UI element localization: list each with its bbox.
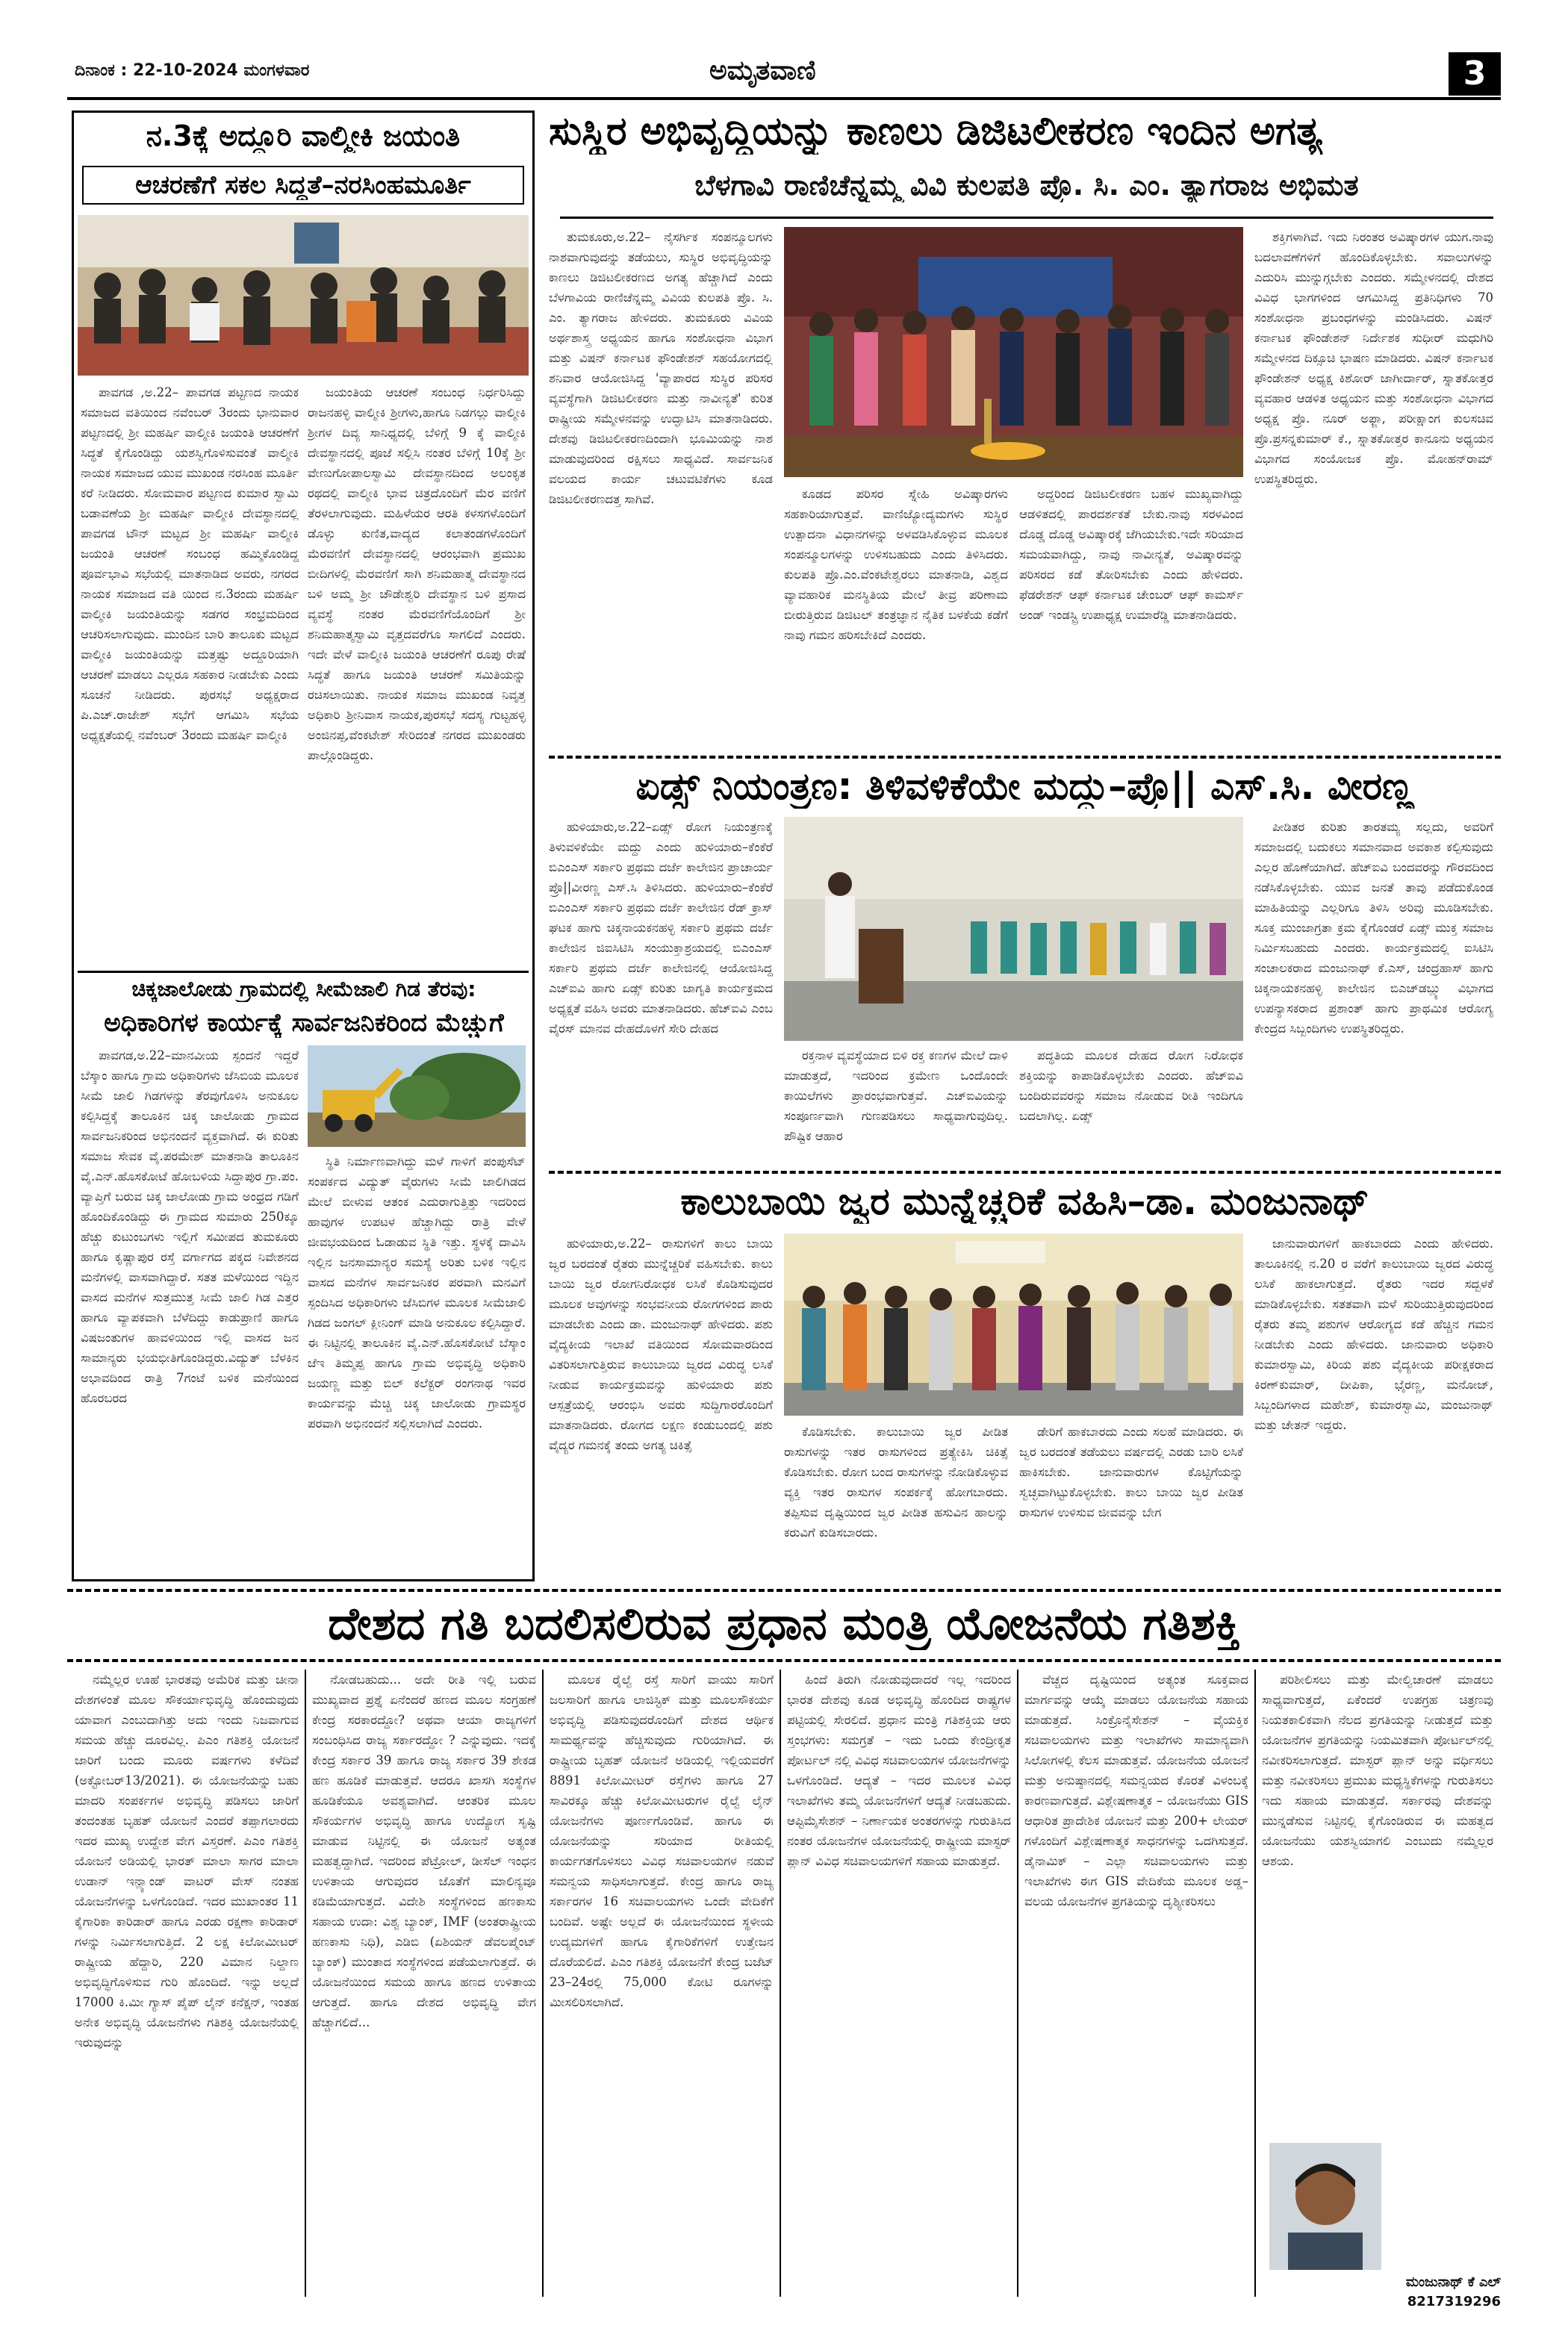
- fever-text-2: ಕೊಡಿಸಬೇಕು. ಕಾಲುಬಾಯಿ ಜ್ವರ ಪೀಡಿತ ರಾಸುಗಳನ್ನು ಇತರ ರಾಸುಗಳಿಂದ ಪ್ರತ್ಯೇಕಿಸಿ ಚಿಕಿತ್ಸೆ ಕೊಡಿಸಬೇಕು. ರೋಗ ಬಂದ ರಾಸುಗಳನ್ನು ನೋಡಿಕೊಳ್ಳುವ ವ್ಯಕ್ತಿ ಇತರ ರಾಸುಗಳ ಸಂಪರ್ಕಕ್ಕೆ ಹೋಗಬಾರದು. ತಪ್ಪಿಸುವ ದೃಷ್ಟಿಯಿಂದ ಜ್ವರ ಪೀಡಿತ ಹಸುವಿನ ಹಾಲನ್ನು ಕರುವಿಗೆ ಕುಡಿಸಬಾರದು.: [784, 1425, 1008, 1540]
- fever-column-1: [549, 1233, 773, 1577]
- gatishakti-column-4: [787, 1670, 1011, 2297]
- gatishakti-headline-rule: [67, 1659, 1501, 1662]
- gatishakti-text-5: ವೆಚ್ಚದ ದೃಷ್ಟಿಯಿಂದ ಅತ್ಯಂತ ಸೂಕ್ತವಾದ ಮಾರ್ಗವನ್ನು ಆಯ್ಕೆ ಮಾಡಲು ಯೋಜನೆಯ ಸಹಾಯ ಮಾಡುತ್ತದೆ. ಸಿಂಕ್ರೊನೈಸೇಶನ್ – ವೈಯಕ್ತಿಕ ಸಚಿವಾಲಯಗಳು ಮತ್ತು ಇಲಾಖೆಗಳು ಸಾಮಾನ್ಯವಾಗಿ ಸಿಲೋಗಳಲ್ಲಿ ಕೆಲಸ ಮಾಡುತ್ತವೆ. ಯೋಜನೆಯ ಯೋಜನೆ ಮತ್ತು ಅನುಷ್ಠಾನದಲ್ಲಿ ಸಮನ್ವಯದ ಕೊರತೆ ವಿಳಂಬಕ್ಕೆ ಕಾರಣವಾಗುತ್ತದೆ. ವಿಶ್ಲೇಷಣಾತ್ಮಕ – ಯೋಜನೆಯು GIS ಆಧಾರಿತ ಪ್ರಾದೇಶಿಕ ಯೋಜನೆ ಮತ್ತು 200+ ಲೇಯರ್ ಗಳೊಂದಿಗೆ ವಿಶ್ಲೇಷಣಾತ್ಮಕ ಸಾಧನಗಳನ್ನು ಒದಗಿಸುತ್ತದೆ. ಡೈನಾಮಿಕ್ – ಎಲ್ಲಾ ಸಚಿವಾಲಯಗಳು ಮತ್ತು ಇಲಾಖೆಗಳು ಈಗ GIS ವೇದಿಕೆಯ ಮೂಲಕ ಅಡ್ಡ–ವಲಯ ಯೋಜನೆಗಳ ಪ್ರಗತಿಯನ್ನು ದೃಶ್ಯೀಕರಿಸಲು: [1024, 1673, 1248, 1908]
- digital-text-4: ಶಕ್ತಿಗಳಾಗಿವೆ. ಇದು ನಿರಂತರ ಅವಿಷ್ಕಾರಗಳ ಯುಗ.ನಾವು ಬದಲಾವಣೆಗಳಿಗೆ ಹೊಂದಿಕೊಳ್ಳಬೇಕು. ಸವಾಲುಗಳನ್ನು ಎದುರಿಸಿ ಮುನ್ನುಗ್ಗಬೇಕು ಎಂದರು. ಸಮ್ಮೇಳನದಲ್ಲಿ ದೇಶದ ವಿವಿಧ ಭಾಗಗಳಿಂದ ಆಗಮಿಸಿದ್ದ ಪ್ರತಿನಿಧಿಗಳು 70 ಸಂಶೋಧನಾ ಪ್ರಬಂಧಗಳನ್ನು ಮಂಡಿಸಿದರು. ವಿಷನ್ ಕರ್ನಾಟಕ ಫೌಂಡೇಶನ್ ನಿರ್ದೇಶಕ ಸುಧೀರ್ ಮಧುಗಿರಿ ಸಮ್ಮೇಳನದ ದಿಕ್ಸೂಚಿ ಭಾಷಣ ಮಾಡಿದರು. ವಿಷನ್ ಕರ್ನಾಟಕ ಫೌಂಡೇಶನ್ ಅಧ್ಯಕ್ಷ ಕಿಶೋರ್ ಜಾಗೀರ್ದಾರ್, ಸ್ನಾತಕೋತ್ತರ ವ್ಯವಹಾರ ಆಡಳಿತ ಅಧ್ಯಯನ ಮತ್ತು ಸಂಶೋಧನಾ ವಿಭಾಗದ ಅಧ್ಯಕ್ಷ ಪ್ರೊ. ನೂರ್ ಅಫ್ಜಾ, ಪರೀಕ್ಷಾಂಗ ಕುಲಸಚಿವ ಪ್ರೊ.ಪ್ರಸನ್ನಕುಮಾರ್ ಕೆ., ಸ್ನಾತಕೋತ್ತರ ಕಾನೂನು ಅಧ್ಯಯನ ವಿಭಾಗದ ಸಂಯೋಜಕ ಪ್ರೊ. ಮೋಹನ್‌ರಾಮ್ ಉಪಸ್ಥಿತರಿದ್ದರು.: [1254, 230, 1493, 486]
- author-phone: 8217319296: [1407, 2294, 1501, 2309]
- gatishakti-text-6: ಪರಿಶೀಲಿಸಲು ಮತ್ತು ಮೇಲ್ವಿಚಾರಣೆ ಮಾಡಲು ಸಾಧ್ಯವಾಗುತ್ತದೆ, ಏಕೆಂದರೆ ಉಪಗ್ರಹ ಚಿತ್ರಣವು ನಿಯತಕಾಲಿಕವಾಗಿ ನೆಲದ ಪ್ರಗತಿಯನ್ನು ನೀಡುತ್ತದೆ ಮತ್ತು ಯೋಜನೆಗಳ ಪ್ರಗತಿಯನ್ನು ನಿಯಮಿತವಾಗಿ ಪೋರ್ಟಲ್‌ನಲ್ಲಿ ನವೀಕರಿಸಲಾಗುತ್ತದೆ. ಮಾಸ್ಟರ್ ಪ್ಲಾನ್ ಅನ್ನು ವರ್ಧಿಸಲು ಮತ್ತು ನವೀಕರಿಸಲು ಪ್ರಮುಖ ಮಧ್ಯಸ್ಥಿಕೆಗಳನ್ನು ಗುರುತಿಸಲು ಇದು ಸಹಾಯ ಮಾಡುತ್ತದೆ. ಸರ್ಕಾರವು ದೇಶವನ್ನು ಮುನ್ನಡೆಸುವ ನಿಟ್ಟಿನಲ್ಲಿ ಕೈಗೊಂಡಿರುವ ಈ ಮಹತ್ವದ ಯೋಜನೆಯು ಯಶಸ್ವಿಯಾಗಲಿ ಎಂಬುದು ನಮ್ಮೆಲ್ಲರ ಆಶಯ.: [1262, 1673, 1493, 1868]
- page-number: 3: [1449, 52, 1501, 96]
- fever-column-4: [1254, 1233, 1493, 1577]
- gatishakti-text-2: ನೋಡಬಹುದು... ಅದೇ ರೀತಿ ಇಲ್ಲಿ ಬರುವ ಮುಖ್ಯವಾದ ಪ್ರಶ್ನೆ ಏನೆಂದರೆ ಹಣದ ಮೂಲ ಸಂಗ್ರಹಣೆ ಕೇಂದ್ರ ಸರಕಾರದ್ದೋ? ಅಥವಾ ಆಯಾ ರಾಜ್ಯಗಳಿಗೆ ಸಂಬಂಧಿಸಿದ ರಾಜ್ಯ ಸರ್ಕಾರದ್ದೋ ? ಎನ್ನುವುದು. ಇದಕ್ಕೆ ಕೇಂದ್ರ ಸರ್ಕಾರ 39 ಹಾಗೂ ರಾಜ್ಯ ಸರ್ಕಾರ 39 ಶೇಕಡ ಹಣ ಹೂಡಿಕೆ ಮಾಡುತ್ತವೆ. ಆದರೂ ಖಾಸಗಿ ಸಂಸ್ಥೆಗಳ ಹೂಡಿಕೆಯೂ ಅವಶ್ಯವಾಗಿದೆ. ಆಂತರಿಕ ಮೂಲ ಸೌಕರ್ಯಗಳ ಅಭಿವೃದ್ಧಿ ಹಾಗೂ ಉದ್ಯೋಗ ಸೃಷ್ಟಿ ಮಾಡುವ ನಿಟ್ಟಿನಲ್ಲಿ ಈ ಯೋಜನೆ ಅತ್ಯಂತ ಮಹತ್ವದ್ದಾಗಿದೆ. ಇದರಿಂದ ಪೆಟ್ರೋಲ್, ಡೀಸೆಲ್ ಇಂಧನ ಉಳಿತಾಯ ಆಗುವುದರ ಜೊತೆಗೆ ಮಾಲಿನ್ಯವೂ ಕಡಿಮೆಯಾಗುತ್ತದೆ. ವಿದೇಶಿ ಸಂಸ್ಥೆಗಳಿಂದ ಹಣಕಾಸು ಸಹಾಯ ಉದಾ: ವಿಶ್ವ ಬ್ಯಾಂಕ್, IMF (ಅಂತರಾಷ್ಟ್ರೀಯ ಹಣಕಾಸು ನಿಧಿ), ಎಡಿಬಿ (ಏಶಿಯನ್ ಡೆವಲಪ್ಮೆಂಟ್ ಬ್ಯಾಂಕ್) ಮುಂತಾದ ಸಂಸ್ಥೆಗಳಿಂದ ಪಡೆಯಲಾಗುತ್ತದೆ. ಈ ಯೋಜನೆಯಿಂದ ಸಮಯ ಹಾಗೂ ಹಣದ ಉಳಿತಾಯ ಆಗುತ್ತದೆ. ಹಾಗೂ ದೇಶದ ಅಭಿವೃದ್ಧಿ ವೇಗ ಹೆಚ್ಚಾಗಲಿದೆ...: [312, 1673, 536, 2029]
- road-headline-2: ಅಧಿಕಾರಿಗಳ ಕಾರ್ಯಕ್ಕೆ ಸಾರ್ವಜನಿಕರಿಂದ ಮೆಚ್ಚುಗೆ: [104, 1008, 504, 1038]
- valmiki-text-1: ಪಾವಗಡ ,ಅ.22– ಪಾವಗಡ ಪಟ್ಟಣದ ನಾಯಕ ಸಮಾಜದ ವತಿಯಿಂದ ನವೆಂಬರ್ 3ರಂದು ಭಾನುವಾರ ಪಟ್ಟಣದಲ್ಲಿ ಶ್ರೀ ಮಹರ್ಷಿ ವಾಲ್ಮೀಕಿ ಜಯಂತಿ ಆಚರಣೆಗೆ ಸಿದ್ಧತೆ ಕೈಗೊಂಡಿದ್ದು ಯಶಸ್ವಿಗೊಳಿಸುವಂತೆ ವಾಲ್ಮೀಕಿ ನಾಯಕ ಸಮಾಜದ ಯುವ ಮುಖಂಡ ನರಸಿಂಹ ಮೂರ್ತಿ ಕರೆ ನೀಡಿದರು. ಸೋಮವಾರ ಪಟ್ಟಣದ ಕುಮಾರ ಸ್ವಾಮಿ ಬಡಾವಣೆಯ ಶ್ರೀ ಮಹರ್ಷಿ ವಾಲ್ಮೀಕಿ ದೇವಸ್ಥಾನದಲ್ಲಿ ಪಾವಗಡ ಟೌನ್ ಮಟ್ಟದ ಶ್ರೀ ಮಹರ್ಷಿ ವಾಲ್ಮೀಕಿ ಜಯಂತಿ ಆಚರಣೆ ಸಂಬಂಧ ಹಮ್ಮಿಕೊಂಡಿದ್ದ ಪೂರ್ವಭಾವಿ ಸಭೆಯಲ್ಲಿ ಮಾತನಾಡಿದ ಅವರು, ನಗರದ ನಾಯಕ ಸಮಾಜದ ವತಿ ಯಿಂದ ನ.3ರಂದು ಮಹರ್ಷಿ ವಾಲ್ಮೀಕಿ ಜಯಂತಿಯನ್ನು ಸಡಗರ ಸಂಭ್ರಮದಿಂದ ಆಚರಿಸಲಾಗುವುದು. ಮುಂದಿನ ಬಾರಿ ತಾಲೂಕು ಮಟ್ಟದ ವಾಲ್ಮೀಕಿ ಜಯಂತಿಯನ್ನು ಮತ್ತಷ್ಟು ಅದ್ದೂರಿಯಾಗಿ ಆಚರಣೆ ಮಾಡಲು ಎಲ್ಲರೂ ಸಹಕಾರ ನೀಡಬೇಕು ಎಂದು ಸೂಚನೆ ನೀಡಿದರು. ಪುರಸಭೆ ಅಧ್ಯಕ್ಷರಾದ ಪಿ.ಎಚ್.ರಾಜೇಶ್ ಸಭೆಗೆ ಆಗಮಿಸಿ ಸಭೆಯ ಅಧ್ಯಕ್ಷತೆಯಲ್ಲಿ ನವೆಂಬರ್ 3ರಂದು ಮಹರ್ಷಿ ವಾಲ್ಮೀಕಿ: [81, 385, 299, 742]
- gatishakti-text-3: ಮೂಲಕ ರೈಲ್ವೆ ರಸ್ತೆ ಸಾರಿಗೆ ವಾಯು ಸಾರಿಗೆ ಜಲಸಾರಿಗೆ ಹಾಗೂ ಲಾಜಿಸ್ಟಿಕ್ ಮತ್ತು ಮೂಲಸೌಕರ್ಯ ಅಭಿವೃದ್ಧಿ ಪಡಿಸುವುದರೊಂದಿಗೆ ದೇಶದ ಆರ್ಥಿಕ ಸಾಮರ್ಥ್ಯವನ್ನು ಹೆಚ್ಚಿಸುವುದು ಗುರಿಯಾಗಿದೆ. ಈ ರಾಷ್ಟ್ರೀಯ ಬೃಹತ್ ಯೋಜನೆ ಅಡಿಯಲ್ಲಿ ಇಲ್ಲಿಯವರೆಗೆ 8891 ಕಿಲೋಮೀಟರ್ ರಸ್ತೆಗಳು ಹಾಗೂ 27 ಸಾವಿರಕ್ಕೂ ಹೆಚ್ಚು ಕಿಲೋಮೀಟರುಗಳ ರೈಲ್ವೆ ಲೈನ್ ಯೋಜನೆಗಳು ಪೂರ್ಣಗೊಂಡಿವೆ. ಹಾಗೂ ಈ ಯೋಜನೆಯನ್ನು ಸರಿಯಾದ ರೀತಿಯಲ್ಲಿ ಕಾರ್ಯಗತಗೊಳಿಸಲು ವಿವಿಧ ಸಚಿವಾಲಯಗಳ ನಡುವೆ ಸಮನ್ವಯ ಸಾಧಿಸಲಾಗುತ್ತದೆ. ಕೇಂದ್ರ ಹಾಗೂ ರಾಜ್ಯ ಸರ್ಕಾರಗಳ 16 ಸಚಿವಾಲಯಗಳು ಒಂದೇ ವೇದಿಕೆಗೆ ಬಂದಿವೆ. ಅಷ್ಟೇ ಅಲ್ಲದೆ ಈ ಯೋಜನೆಯಿಂದ ಸ್ಥಳೀಯ ಉದ್ಯಮಗಳಿಗೆ ಹಾಗೂ ಕೈಗಾರಿಕೆಗಳಿಗೆ ಉತ್ತೇಜನ ದೊರೆಯಲಿದೆ. ಪಿಎಂ ಗತಿಶಕ್ತಿ ಯೋಜನೆಗೆ ಕೇಂದ್ರ ಬಜೆಟ್ 23–24ರಲ್ಲಿ 75,000 ಕೋಟಿ ರೂಗಳನ್ನು ಮೀಸಲಿರಿಸಲಾಗಿದೆ.: [550, 1673, 774, 2009]
- gatishakti-col-rule-5: [1254, 1670, 1256, 2297]
- digital-column-3: [1019, 484, 1243, 750]
- digital-subhead-rule: [560, 217, 1493, 219]
- valmiki-meeting-photo: [78, 215, 529, 376]
- jcb-photo-illustration: [308, 1045, 526, 1147]
- aids-awareness-photo: [784, 817, 1243, 1041]
- gatishakti-col-rule-4: [1017, 1670, 1018, 2297]
- valmiki-road-divider: [78, 971, 529, 973]
- fever-vaccination-photo: [784, 1233, 1243, 1416]
- lower-section-divider: [67, 1589, 1501, 1592]
- digital-column-1: [549, 227, 773, 750]
- road-column-2: [308, 1151, 526, 1572]
- aids-fever-divider: [549, 1171, 1501, 1174]
- gatishakti-column-6: [1262, 1670, 1493, 2132]
- aids-photo-illustration: [784, 817, 1243, 1041]
- author-portrait-illustration: [1269, 2143, 1381, 2270]
- vaccination-photo-illustration: [784, 1233, 1243, 1416]
- aids-text-3: ಪದ್ಧತಿಯ ಮೂಲಕ ದೇಹದ ರೋಗ ನಿರೋಧಕ ಶಕ್ತಿಯನ್ನು ಕಾಪಾಡಿಕೊಳ್ಳಬೇಕು ಎಂದರು. ಹೆಚ್‌ಐವಿ ಬಂದಿರುವವರನ್ನು ಸಮಾಜ ನೋಡುವ ರೀತಿ ಇಂದಿಗೂ ಬದಲಾಗಿಲ್ಲ. ಏಡ್ಸ್: [1019, 1048, 1243, 1123]
- digital-subheadline: ಬೆಳಗಾವಿ ರಾಣಿಚೆನ್ನಮ್ಮ ವಿವಿ ಕುಲಪತಿ ಪ್ರೊ. ಸಿ. ಎಂ. ತ್ಯಾಗರಾಜ ಅಭಿಮತ: [694, 169, 1359, 202]
- fever-text-4: ಜಾನುವಾರುಗಳಿಗೆ ಹಾಕಬಾರದು ಎಂದು ಹೇಳಿದರು. ತಾಲೂಕಿನಲ್ಲಿ ನ.20 ರ ವರೆಗೆ ಕಾಲುಬಾಯಿ ಜ್ವರದ ವಿರುದ್ಧ ಲಸಿಕೆ ಹಾಕಲಾಗುತ್ತದೆ. ರೈತರು ಇದರ ಸದ್ಬಳಕೆ ಮಾಡಿಕೊಳ್ಳಬೇಕು. ಸತತವಾಗಿ ಮಳೆ ಸುರಿಯುತ್ತಿರುವುದರಿಂದ ರೈತರು ತಮ್ಮ ಪಶುಗಳ ಆರೋಗ್ಯದ ಕಡೆ ಹೆಚ್ಚಿನ ಗಮನ ನೀಡಬೇಕು ಎಂದು ಹೇಳಿದರು. ಜಾನುವಾರು ಅಧಿಕಾರಿ ಕುಮಾರಸ್ವಾಮಿ, ಕಿರಿಯ ಪಶು ವೈದ್ಯಕೀಯ ಪರೀಕ್ಷಕರಾದ ಕಿರಣ್‌ಕುಮಾರ್, ದೀಪಿಕಾ, ಭೈರಣ್ಣ, ಮನೋಜ್, ಸಿಬ್ಬಂದಿಗಳಾದ ಮಹೇಶ್, ಕುಮಾರಸ್ವಾಮಿ, ಮಂಜುನಾಥ್ ಮತ್ತು ಚೇತನ್ ಇದ್ದರು.: [1254, 1236, 1493, 1432]
- road-column-1: [81, 1045, 299, 1572]
- road-text-2: ಸ್ಥಿತಿ ನಿರ್ಮಾಣವಾಗಿದ್ದು ಮಳೆ ಗಾಳಿಗೆ ಪಂಪುಸೆಟ್ ಸಂಪರ್ಕದ ವಿದ್ಯುತ್ ವೈರುಗಳು ಸೀಮೆ ಜಾಲಿಗಿಡದ ಮೇಲೆ ಬೀಳುವ ಆತಂಕ ಎದುರಾಗುತ್ತಿತ್ತು ಇದರಿಂದ ಹಾವುಗಳ ಉಪಟಳ ಹೆಚ್ಚಾಗಿದ್ದು ರಾತ್ರಿ ವೇಳೆ ಜೀವಭಯದಿಂದ ಓಡಾಡುವ ಸ್ಥಿತಿ ಇತ್ತು. ಸ್ಥಳಕ್ಕೆ ದಾವಿಸಿ ಇಲ್ಲಿನ ಜನಸಾಮಾನ್ಯರ ಸಮಸ್ಯೆ ಅರಿತು ಬಳಿಕ ಇಲ್ಲಿನ ವಾಸದ ಮನೆಗಳ ಸಾರ್ವಜನಿಕರ ಪರವಾಗಿ ಮನವಿಗೆ ಸ್ಪಂದಿಸಿದ ಅಧಿಕಾರಿಗಳು ಜೆಸಿಬಿಗಳ ಮೂಲಕ ಸೀಮೆಜಾಲಿ ಗಿಡದ ಜಂಗಲ್ ಕ್ಲೀನಿಂಗ್ ಮಾಡಿ ಅನುಕೂಲ ಕಲ್ಪಿಸಿದ್ದಾರೆ. ಈ ನಿಟ್ಟಿನಲ್ಲಿ ತಾಲೂಕಿನ ವೈ.ಎನ್.ಹೊಸಕೋಟೆ ಬೆಸ್ಕಾಂ ಜೆಇ ತಿಮ್ಮಪ್ಪ ಹಾಗೂ ಗ್ರಾಮ ಅಭಿವೃದ್ಧಿ ಅಧಿಕಾರಿ ಜಯಣ್ಣ ಮತ್ತು ಬಿಲ್ ಕಲೆಕ್ಟರ್ ರಂಗನಾಥ ಇವರ ಕಾರ್ಯವನ್ನು ಮೆಚ್ಚಿ ಚಿಕ್ಕ ಜಾಲೋಡು ಗ್ರಾಮಸ್ಥರ ಪರವಾಗಿ ಅಭಿನಂದನೆ ಸಲ್ಲಿಸಲಾಗಿದೆ ಎಂದರು.: [308, 1154, 526, 1431]
- gatishakti-column-3: [550, 1670, 774, 2297]
- valmiki-headline-1: ನ.3ಕ್ಕೆ ಅದ್ದೂರಿ ವಾಲ್ಮೀಕಿ ಜಯಂತಿ: [146, 119, 461, 152]
- digital-text-1: ತುಮಕೂರು,ಅ.22– ನೈಸರ್ಗಿಕ ಸಂಪನ್ಮೂಲಗಳು ನಾಶವಾಗುವುದನ್ನು ತಡೆಯಲು, ಸುಸ್ಥಿರ ಅಭಿವೃದ್ಧಿಯನ್ನು ಕಾಣಲು ಡಿಜಿಟಲೀಕರಣದ ಅಗತ್ಯ ಹೆಚ್ಚಾಗಿದೆ ಎಂದು ಬೆಳಗಾವಿಯ ರಾಣಿಚೆನ್ನಮ್ಮ ವಿವಿಯ ಕುಲಪತಿ ಪ್ರೊ. ಸಿ. ಎಂ. ತ್ಯಾಗರಾಜ ಹೇಳಿದರು. ತುಮಕೂರು ವಿವಿಯ ಅರ್ಥಶಾಸ್ತ್ರ ಅಧ್ಯಯನ ಹಾಗೂ ಸಂಶೋಧನಾ ವಿಭಾಗ ಮತ್ತು ವಿಷನ್ ಕರ್ನಾಟಕ ಫೌಂಡೇಶನ್ ಸಹಯೋಗದಲ್ಲಿ ಶನಿವಾರ ಆಯೋಜಿಸಿದ್ದ 'ವ್ಯಾಪಾರದ ಸುಸ್ಥಿರ ಪರಿಸರ ವ್ಯವಸ್ಥೆಗಾಗಿ ಡಿಜಿಟಲೀಕರಣ ಮತ್ತು ನಾವೀನ್ಯತೆ' ಕುರಿತ ರಾಷ್ಟ್ರೀಯ ಸಮ್ಮೇಳನವನ್ನು ಉದ್ಘಾಟಿಸಿ ಮಾತನಾಡಿದರು. ದೇಶವು ಡಿಜಿಟಲೀಕರಣದಿಂದಾಗಿ ಭೂಮಿಯನ್ನು ನಾಶ ಮಾಡುವುದರಿಂದ ರಕ್ಷಿಸಲು ಸಾಧ್ಯವಿದೆ. ಸಾರ್ವಜನಿಕ ವಲಯದ ಕಾರ್ಯ ಚಟುವಟಿಕೆಗಳು ಕೂಡ ಡಿಜಿಟಲೀಕರಣದತ್ತ ಸಾಗಿವೆ.: [549, 230, 773, 506]
- aids-column-1: [549, 817, 773, 1160]
- gatishakti-text-1: ನಮ್ಮೆಲ್ಲರ ಊಹೆ ಭಾರತವು ಅಮೆರಿಕ ಮತ್ತು ಚೀನಾ ದೇಶಗಳಂತೆ ಮೂಲ ಸೌಕರ್ಯಾಭಿವೃದ್ಧಿ ಹೊಂದುವುದು ಯಾವಾಗ ಎಂಬುದಾಗಿತ್ತು ಅದು ಇಂದು ನಿಜವಾಗುವ ಸಮಯ ಹೆಚ್ಚು ದೂರವಿಲ್ಲ. ಪಿಎಂ ಗತಿಶಕ್ತಿ ಯೋಜನೆ ಜಾರಿಗೆ ಬಂದು ಮೂರು ವರ್ಷಗಳು ಕಳೆದಿವೆ (ಅಕ್ಟೋಬರ್13/2021). ಈ ಯೋಜನೆಯನ್ನು ಬಹು ಮಾದರಿ ಸಂಪರ್ಕಗಳ ಅಭಿವೃದ್ಧಿ ಪಡಿಸಲು ಜಾರಿಗೆ ತಂದಂತಹ ಬೃಹತ್ ಯೋಜನೆ ಎಂದರೆ ತಪ್ಪಾಗಲಾರದು ಇದರ ಮುಖ್ಯ ಉದ್ದೇಶ ವೇಗ ವಿಸ್ತರಣೆ. ಪಿಎಂ ಗತಿಶಕ್ತಿ ಯೋಜನೆ ಅಡಿಯಲ್ಲಿ ಭಾರತ್ ಮಾಲಾ ಸಾಗರ ಮಾಲಾ ಉಡಾನ್ ಇನ್ಲ್ಯಾಂಡ್ ವಾಟರ್ ವೇಸ್ ನಂತಹ ಯೋಜನೆಗಳನ್ನು ಒಳಗೊಂಡಿದೆ. ಇದರ ಮುಖಾಂತರ 11 ಕೈಗಾರಿಕಾ ಕಾರಿಡಾರ್ ಹಾಗೂ ಎರಡು ರಕ್ಷಣಾ ಕಾರಿಡಾರ್ ಗಳನ್ನು ನಿರ್ಮಿಸಲಾಗುತ್ತಿದೆ. 2 ಲಕ್ಷ ಕಿಲೋಮೀಟರ್ ರಾಷ್ಟ್ರೀಯ ಹೆದ್ದಾರಿ, 220 ವಿಮಾನ ನಿಲ್ದಾಣ ಅಭಿವೃದ್ಧಿಗೊಳಿಸುವ ಗುರಿ ಹೊಂದಿದೆ. ಇನ್ನು ಅಲ್ಲದೆ 17000 ಕಿ.ಮೀ ಗ್ಯಾಸ್ ಪೈಪ್ ಲೈನ್ ಕನೆಕ್ಷನ್, ಇಂತಹ ಅನೇಕ ಅಭಿವೃದ್ಧಿ ಯೋಜನೆಗಳು ಗತಿಶಕ್ತಿ ಯೋಜನೆಯಲ್ಲಿ ಇರುವುದನ್ನು: [75, 1673, 299, 2050]
- meeting-photo-illustration: [78, 215, 529, 376]
- gatishakti-col-rule-3: [780, 1670, 781, 2297]
- aids-column-2: [784, 1045, 1008, 1160]
- gatishakti-column-5: [1024, 1670, 1248, 2297]
- digital-text-3: ಅದ್ದರಿಂದ ಡಿಜಿಟಲೀಕರಣ ಬಹಳ ಮುಖ್ಯವಾಗಿದ್ದು ಆಡಳಿತದಲ್ಲಿ ಪಾರದರ್ಶಕತೆ ಬೇಕು.ನಾವು ಸರಳವಿಂದ ದೊಡ್ಡ ದೊಡ್ಡ ಅವಿಷ್ಕಾರಕ್ಕೆ ಜೆಗಿಯಬೇಕು.ಇದೇ ಸರಿಯಾದ ಸಮಯವಾಗಿದ್ದು, ನಾವು ನಾವೀನ್ಯತೆ, ಅವಿಷ್ಕಾರವನ್ನು ಪರಿಸರದ ಕಡೆ ತೋರಿಸಬೇಕು ಎಂದು ಹೇಳಿದರು. ಫೆಡರೇಶನ್ ಆಫ್ ಕರ್ನಾಟಕ ಚೇಂಬರ್ ಆಫ್ ಕಾಮರ್ಸ್ ಅಂಡ್ ಇಂಡಸ್ಟ್ರಿ ಉಪಾಧ್ಯಕ್ಷ ಉಮಾರೆಡ್ಡಿ ಮಾತನಾಡಿದರು.: [1019, 487, 1243, 622]
- issue-date: ದಿನಾಂಕ : 22-10-2024 ಮಂಗಳವಾರ: [75, 61, 310, 80]
- valmiki-text-2: ಜಯಂತಿಯ ಆಚರಣೆ ಸಂಬಂಧ ನಿರ್ಧರಿಸಿದ್ದು ರಾಜನಹಳ್ಳಿ ವಾಲ್ಮೀಕಿ ಶ್ರೀಗಳು,ಹಾಗೂ ನಿಡಗಲ್ಲು ವಾಲ್ಮೀಕಿ ಶ್ರೀಗಳ ದಿವ್ಯ ಸಾನಿಧ್ಯದಲ್ಲಿ ಬೆಳಿಗ್ಗೆ 9 ಕ್ಕೆ ವಾಲ್ಮೀಕಿ ದೇವಸ್ಥಾನದಲ್ಲಿ ಪೂಜೆ ಸಲ್ಲಿಸಿ ನಂತರ ಬೆಳಿಗ್ಗೆ 10ಕ್ಕೆ ಶ್ರೀ ವೇಣುಗೋಪಾಲಸ್ವಾಮಿ ದೇವಸ್ಥಾನದಿಂದ ಅಲಂಕೃತ ರಥದಲ್ಲಿ ವಾಲ್ಮೀಕಿ ಭಾವ ಚಿತ್ರದೊಂದಿಗೆ ಮೆರ ವಣಿಗೆ ತೆರಳಲಾಗುವುದು. ಮಹಿಳೆಯರ ಆರತಿ ಕಳಸಗಳೊಂದಿಗೆ ಡೊಳ್ಳು ಕುಣಿತ,ವಾದ್ಯದ ಕಲಾತಂಡಗಳೊಂದಿಗೆ ಮೆರವಣಿಗೆ ದೇವಸ್ಥಾನದಲ್ಲಿ ಆರಂಭವಾಗಿ ಪ್ರಮುಖ ಬೀದಿಗಳಲ್ಲಿ ಮೆರವಣಿಗೆ ಸಾಗಿ ಶನಿಮಹಾತ್ಮ ದೇವಸ್ಥಾನದ ಬಳಿ ಅಮ್ಮ ಶ್ರೀ ಚೌಡೇಶ್ವರಿ ದೇವಸ್ಥಾನ ಬಳಿ ಪ್ರಸಾದ ವ್ಯವಸ್ಥೆ ನಂತರ ಮೆರವಣಿಗೆಯೊಂದಿಗೆ ಶ್ರೀ ಶನಿಮಹಾತ್ಮಸ್ವಾಮಿ ವೃತ್ತದವರೆಗೂ ಸಾಗಲಿದೆ ಎಂದರು. ಇದೇ ವೇಳೆ ವಾಲ್ಮೀಕಿ ಜಯಂತಿ ಆಚರಣೆಗೆ ರೂಪು ರೇಷೆ ಸಿದ್ಧತೆ ಹಾಗೂ ಜಯಂತಿ ಆಚರಣೆ ಸಮಿತಿಯನ್ನು ರಚಿಸಲಾಯಿತು. ನಾಯಕ ಸಮಾಜ ಮುಖಂಡ ನಿವೃತ್ತ ಅಧಿಕಾರಿ ಶ್ರೀನಿವಾಸ ನಾಯಕ,ಪುರಸಭೆ ಸದಸ್ಯ ಗುಟ್ಟಹಳ್ಳಿ ಅಂಜಿನಪ್ಪ,ವೆಂಕಟೇಶ್ ಸೇರಿದಂತೆ ನಗರದ ಮುಖಂಡರು ಪಾಲ್ಗೊಂಡಿದ್ದರು.: [308, 385, 526, 762]
- gatishakti-column-1: [75, 1670, 299, 2297]
- digital-conference-photo: [784, 227, 1243, 477]
- gatishakti-text-4: ಹಿಂದೆ ತಿರುಗಿ ನೋಡುವುದಾದರೆ ಇಲ್ಲ ಇದರಿಂದ ಭಾರತ ದೇಶವು ಕೂಡ ಅಭಿವೃದ್ಧಿ ಹೊಂದಿದ ರಾಷ್ಟ್ರಗಳ ಪಟ್ಟಿಯಲ್ಲಿ ಸೇರಲಿದೆ. ಪ್ರಧಾನ ಮಂತ್ರಿ ಗತಿಶಕ್ತಿಯ ಆರು ಸ್ತಂಭಗಳು: ಸಮಗ್ರತೆ – ಇದು ಒಂದು ಕೇಂದ್ರೀಕೃತ ಪೋರ್ಟಲ್ ನಲ್ಲಿ ವಿವಿಧ ಸಚಿವಾಲಯಗಳ ಯೋಜನೆಗಳನ್ನು ಒಳಗೊಂಡಿದೆ. ಆದ್ಯತೆ – ಇದರ ಮೂಲಕ ವಿವಿಧ ಇಲಾಖೆಗಳು ತಮ್ಮ ಯೋಜನೆಗಳಿಗೆ ಆದ್ಯತೆ ನೀಡಬಹುದು. ಆಪ್ಟಿಮೈಸೇಶನ್ – ನಿರ್ಣಾಯಕ ಅಂತರಗಳನ್ನು ಗುರುತಿಸಿದ ನಂತರ ಯೋಜನೆಗಳ ಯೋಜನೆಯಲ್ಲಿ ರಾಷ್ಟ್ರೀಯ ಮಾಸ್ಟರ್ ಪ್ಲಾನ್ ವಿವಿಧ ಸಚಿವಾಲಯಗಳಿಗೆ ಸಹಾಯ ಮಾಡುತ್ತದೆ.: [787, 1673, 1011, 1868]
- gatishakti-col-rule-1: [305, 1670, 306, 2297]
- gatishakti-column-2: [312, 1670, 536, 2297]
- digital-text-2: ಕೂಡದ ಪರಿಸರ ಸ್ನೇಹಿ ಅವಿಷ್ಕಾರಗಳು ಸಹಕಾರಿಯಾಗುತ್ತವೆ. ವಾಣಿಜ್ಯೋದ್ಯಮಗಳು ಸುಸ್ಥಿರ ಉತ್ಪಾದನಾ ವಿಧಾನಗಳನ್ನು ಅಳವಡಿಸಿಕೊಳ್ಳುವ ಮೂಲಕ ಸಂಪನ್ಮೂಲಗಳನ್ನು ಉಳಿಸಬಹುದು ಎಂದು ತಿಳಿಸಿದರು. ಕುಲಪತಿ ಪ್ರೊ.ಎಂ.ವೆಂಕಟೇಶ್ವರಲು ಮಾತನಾಡಿ, ವಿಶ್ವದ ವ್ಯಾವಹಾರಿಕ ಮನಸ್ಥಿತಿಯ ಮೇಲೆ ತೀವ್ರ ಪರಿಣಾಮ ಬೀರುತ್ತಿರುವ ಡಿಜಿಟಲ್ ತಂತ್ರಜ್ಞಾನ ನೈತಿಕ ಬಳಕೆಯ ಕಡೆಗೆ ನಾವು ಗಮನ ಹರಿಸಬೇಕಿದೆ ಎಂದರು.: [784, 487, 1008, 642]
- header-rule: [67, 97, 1501, 100]
- gatishakti-headline: ದೇಶದ ಗತಿ ಬದಲಿಸಲಿರುವ ಪ್ರಧಾನ ಮಂತ್ರಿ ಯೋಜನೆಯ ಗತಿಶಕ್ತಿ: [328, 1598, 1240, 1650]
- fever-column-2: [784, 1422, 1008, 1577]
- road-clearing-photo: [308, 1045, 526, 1147]
- digital-headline: ಸುಸ್ಥಿರ ಅಭಿವೃದ್ಧಿಯನ್ನು ಕಾಣಲು ಡಿಜಿಟಲೀಕರಣ ಇಂದಿನ ಅಗತ್ಯ: [549, 109, 1322, 154]
- fever-text-1: ಹುಳಿಯಾರು,ಅ.22– ರಾಸುಗಳಿಗೆ ಕಾಲು ಬಾಯಿ ಜ್ವರ ಬರದಂತೆ ರೈತರು ಮುನ್ನೆಚ್ಚರಿಕೆ ವಹಿಸಬೇಕು. ಕಾಲು ಬಾಯಿ ಜ್ವರ ರೋಗನಿರೋಧಕ ಲಸಿಕೆ ಕೊಡಿಸುವುದರ ಮೂಲಕ ಅವುಗಳನ್ನು ಸಂಭವನೀಯ ರೋಗಗಳಿಂದ ಪಾರು ಮಾಡಬೇಕು ಎಂದು ಡಾ. ಮಂಜುನಾಥ್ ಹೇಳಿದರು. ಪಶು ವೈದ್ಯಕೀಯ ಇಲಾಖೆ ವತಿಯಿಂದ ಸೋಮವಾರದಿಂದ ವಿತರಿಸಲಾಗುತ್ತಿರುವ ಕಾಲುಬಾಯಿ ಜ್ವರದ ವಿರುದ್ಧ ಲಸಿಕೆ ನೀಡುವ ಕಾರ್ಯಕ್ರಮವನ್ನು ಹುಳಿಯಾರು ಪಶು ಆಸ್ಪತ್ರೆಯಲ್ಲಿ ಆರಂಭಿಸಿ ಅವರು ಸುದ್ದಿಗಾರರೊಂದಿಗೆ ಮಾತನಾಡಿದರು. ರೋಗದ ಲಕ್ಷಣ ಕಂಡುಬಂದಲ್ಲಿ ಪಶು ವೈದ್ಯರ ಗಮನಕ್ಕೆ ತಂದು ಅಗತ್ಯ ಚಿಕಿತ್ಸೆ: [549, 1236, 773, 1452]
- digital-column-2: [784, 484, 1008, 750]
- newspaper-name: ಅಮೃತವಾಣಿ: [709, 55, 816, 86]
- author-name: ಮಂಜುನಾಥ್ ಕೆ ಎಲ್: [1405, 2274, 1501, 2290]
- aids-text-4: ಪೀಡಿತರ ಕುರಿತು ತಾರತಮ್ಯ ಸಲ್ಲದು, ಅವರಿಗೆ ಸಮಾಜದಲ್ಲಿ ಬದುಕಲು ಸಮಾನವಾದ ಅವಕಾಶ ಕಲ್ಪಿಸುವುದು ಎಲ್ಲರ ಹೊಣೆಯಾಗಿದೆ. ಹೆಚ್‌ಐವಿ ಬಂದವರನ್ನು ಗೌರವದಿಂದ ನಡೆಸಿಕೊಳ್ಳಬೇಕು. ಯುವ ಜನತೆ ತಾವು ಪಡೆದುಕೊಂಡ ಮಾಹಿತಿಯನ್ನು ಎಲ್ಲರಿಗೂ ತಿಳಿಸಿ ಅರಿವು ಮೂಡಿಸಬೇಕು. ಸೂಕ್ತ ಮುಂಜಾಗ್ರತಾ ಕ್ರಮ ಕೈಗೊಂಡರೆ ಏಡ್ಸ್ ಮುಕ್ತ ಸಮಾಜ ನಿರ್ಮಿಸಬಹುದು ಎಂದರು. ಕಾರ್ಯಕ್ರಮದಲ್ಲಿ ಐಸಿಟಿಸಿ ಸಂಚಾಲಕರಾದ ಮಂಜುನಾಥ್ ಕೆ.ಎಸ್, ಚಂದ್ರಹಾಸ್ ಹಾಗು ಚಿಕ್ಕನಾಯಕನಹಳ್ಳಿ ಕಾಲೇಜಿನ ಬಿಎಚ್‌ಡಬ್ಲ್ಯು ವಿಭಾಗದ ಉಪನ್ಯಾಸಕರಾದ ಪ್ರಶಾಂತ್ ಹಾಗು ಪ್ರಾಥಮಿಕ ಆರೋಗ್ಯ ಕೇಂದ್ರದ ಸಿಬ್ಬಂದಿಗಳು ಉಪಸ್ಥಿತರಿದ್ದರು.: [1254, 820, 1493, 1036]
- author-photo: [1269, 2143, 1381, 2270]
- page-header: [67, 52, 1501, 97]
- aids-column-4: [1254, 817, 1493, 1160]
- digital-aids-divider: [549, 756, 1501, 759]
- fever-headline: ಕಾಲುಬಾಯಿ ಜ್ವರ ಮುನ್ನೆಚ್ಚರಿಕೆ ವಹಿಸಿ–ಡಾ. ಮಂಜುನಾಥ್: [680, 1180, 1369, 1223]
- digital-column-4: [1254, 227, 1493, 750]
- conference-photo-illustration: [784, 227, 1243, 477]
- aids-headline: ಏಡ್ಸ್ ನಿಯಂತ್ರಣ: ತಿಳಿವಳಿಕೆಯೇ ಮದ್ದು–ಪ್ರೊ|| ಎಸ್.ಸಿ. ವೀರಣ್ಣ: [635, 765, 1414, 808]
- valmiki-headline-2: ಆಚರಣೆಗೆ ಸಕಲ ಸಿದ್ಧತೆ–ನರಸಿಂಹಮೂರ್ತಿ: [135, 170, 471, 200]
- road-text-1: ಪಾವಗಡ,ಅ.22–ಮಾನವೀಯ ಸ್ಪಂದನೆ ಇದ್ದರೆ ಬೆಸ್ಕಾಂ ಹಾಗೂ ಗ್ರಾಮ ಅಧಿಕಾರಿಗಳು ಜೆಸಿಬಿಯ ಮೂಲಕ ಸೀಮೆ ಜಾಲಿ ಗಿಡಗಳನ್ನು ತೆರವುಗೊಳಿಸಿ ಅನುಕೂಲ ಕಲ್ಪಿಸಿದ್ದಕ್ಕೆ ತಾಲೂಕಿನ ಚಿಕ್ಕ ಜಾಲೋಡು ಗ್ರಾಮದ ಸಾರ್ವಜನಿಕರಿಂದ ಅಭಿನಂದನೆ ವ್ಯಕ್ತವಾಗಿದೆ. ಈ ಕುರಿತು ಸಮಾಜ ಸೇವಕ ವೈ.ಪರಮೇಶ್ ಮಾತನಾಡಿ ತಾಲೂಕಿನ ವೈ.ಎನ್.ಹೊಸಕೋಟೆ ಹೋಬಳಿಯ ಸಿದ್ದಾಪುರ ಗ್ರಾ.ಪಂ. ವ್ಯಾಪ್ತಿಗೆ ಬರುವ ಚಿಕ್ಕ ಜಾಲೋಡು ಗ್ರಾಮ ಅಂಧ್ರದ ಗಡಿಗೆ ಹೊಂದಿಕೊಂಡಿದ್ದು ಈ ಗ್ರಾಮದ ಸುಮಾರು 250ಕ್ಕೂ ಹೆಚ್ಚು ಕುಟುಂಬಗಳು ಇಲ್ಲಿಗೆ ಸಮೀಪದ ತುಮಕೂರು ಹಾಗೂ ಕೃಷ್ಣಾಪುರ ರಸ್ತೆ ವರ್ಗಾಗದ ಪಕ್ಕದ ನಿವೇಶನದ ಮನೆಗಳಲ್ಲಿ ವಾಸವಾಗಿದ್ದಾರೆ. ಸತತ ಮಳೆಯಿಂದ ಇದ್ದಿನ ವಾಸದ ಮನೆಗಳ ಸುತ್ತಮುತ್ತ ಸೀಮೆ ಜಾಲಿ ಗಿಡ ಎತ್ತರ ಹಾಗೂ ವ್ಯಾಪಕವಾಗಿ ಬೆಳೆದಿದ್ದು ಕಾಡುಪ್ರಾಣಿ ಹಾಗೂ ವಿಷಜಂತುಗಳ ಹಾವಳಿಯಿಂದ ಇಲ್ಲಿ ವಾಸದ ಜನ ಸಾಮಾನ್ಯರು ಭಯಭೀತಿಗೊಂಡಿದ್ದರು.ವಿದ್ಯುತ್ ಬೆಳಕಿನ ಅಭಾವದಿಂದ ರಾತ್ರಿ 7ಗಂಟೆ ಬಳಿಕ ಮನೆಯಿಂದ ಹೊರಬರದ: [81, 1048, 299, 1405]
- gatishakti-col-rule-2: [542, 1670, 544, 2297]
- road-headline-1: ಚಿಕ್ಕಜಾಲೋಡು ಗ್ರಾಮದಲ್ಲಿ ಸೀಮೆಜಾಲಿ ಗಿಡ ತೆರವು:: [131, 977, 476, 1001]
- aids-text-1: ಹುಳಿಯಾರು,ಅ.22–ಏಡ್ಸ್ ರೋಗ ನಿಯಂತ್ರಣಕ್ಕೆ ತಿಳುವಳಿಕೆಯೇ ಮದ್ದು ಎಂದು ಹುಳಿಯಾರು–ಕೆಂಕೆರೆ ಬಿಎಂಎಸ್ ಸರ್ಕಾರಿ ಪ್ರಥಮ ದರ್ಜೆ ಕಾಲೇಜಿನ ಪ್ರಾಚಾರ್ಯ ಪ್ರೊ||ವೀರಣ್ಣ ಎಸ್.ಸಿ ತಿಳಿಸಿದರು. ಹುಳಿಯಾರು–ಕೆಂಕೆರೆ ಬಿಎಂಎಸ್ ಸರ್ಕಾರಿ ಪ್ರಥಮ ದರ್ಜೆ ಕಾಲೇಜಿನ ರೆಡ್ ಕ್ರಾಸ್ ಘಟಕ ಹಾಗು ಚಿಕ್ಕನಾಯಕನಹಳ್ಳಿ ಸರ್ಕಾರಿ ಪ್ರಥಮ ದರ್ಜೆ ಕಾಲೇಜಿನ ಜಿಐಸಿಟಿಸಿ ಸಂಯುಕ್ತಾಶ್ರಯದಲ್ಲಿ ಬಿಎಂಎಸ್ ಸರ್ಕಾರಿ ಪ್ರಥಮ ದರ್ಜೆ ಕಾಲೇಜಿನಲ್ಲಿ ಆಯೋಜಿಸಿದ್ದ ಎಚ್‌ಐವಿ ಹಾಗು ಏಡ್ಸ್ ಕುರಿತು ಜಾಗೃತಿ ಕಾರ್ಯಕ್ರಮದ ಅಧ್ಯಕ್ಷತೆ ವಹಿಸಿ ಅವರು ಮಾತನಾಡಿದರು. ಹೆಚ್‌ಐವಿ ಎಂಬ ವೈರಸ್ ಮಾನವ ದೇಹದೊಳಗೆ ಸೇರಿ ದೇಹದ: [549, 820, 773, 1036]
- aids-column-3: [1019, 1045, 1243, 1160]
- aids-text-2: ರಕ್ತನಾಳ ವ್ಯವಸ್ಥೆಯಾದ ಬಿಳಿ ರಕ್ತ ಕಣಗಳ ಮೇಲೆ ದಾಳಿ ಮಾಡುತ್ತದೆ, ಇದರಿಂದ ಕ್ರಮೇಣ ಒಂದೊಂದೇ ಕಾಯಿಲೆಗಳು ಪ್ರಾರಂಭವಾಗುತ್ತವೆ. ಎಚ್‌ಐವಿಯನ್ನು ಸಂಪೂರ್ಣವಾಗಿ ಗುಣಪಡಿಸಲು ಸಾಧ್ಯವಾಗುವುದಿಲ್ಲ. ಪೌಷ್ಟಿಕ ಆಹಾರ: [784, 1048, 1008, 1143]
- fever-column-3: [1019, 1422, 1243, 1577]
- fever-text-3: ಡೇರಿಗೆ ಹಾಕಬಾರದು ಎಂದು ಸಲಹೆ ಮಾಡಿದರು. ಈ ಜ್ವರ ಬರದಂತೆ ತಡೆಯಲು ವರ್ಷದಲ್ಲಿ ಎರಡು ಬಾರಿ ಲಸಿಕೆ ಹಾಕಿಸಬೇಕು. ಜಾನುವಾರುಗಳ ಕೊಟ್ಟಿಗೆಯನ್ನು ಸ್ವಚ್ಛವಾಗಿಟ್ಟುಕೊಳ್ಳಬೇಕು. ಕಾಲು ಬಾಯಿ ಜ್ವರ ಪೀಡಿತ ರಾಸುಗಳ ಉಳಿಸುವ ಜೀವವನ್ನು ಬೇಗ: [1019, 1425, 1243, 1519]
